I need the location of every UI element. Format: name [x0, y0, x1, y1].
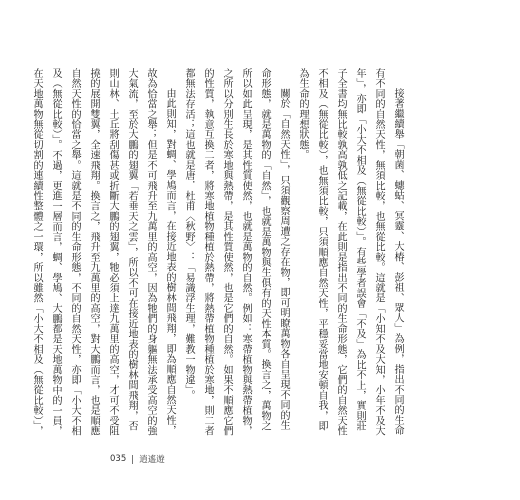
- page-footer: [110, 453, 165, 465]
- vertical-text-body: [31, 68, 407, 438]
- paragraph-1: 接著繼續舉「朝菌、蟪蛄、冥靈、大椿、彭祖、眾人」為例，指出不同的生命有不同的自然天性，無須比較，也無從比較。這就是「小知不及大知，小年不及大年」，亦即「小大不相及（無從比較）」。有些學者誤會「不及」為比不上，實則莊子全書均無比較孰高孰低之記載，在此則是指出不同的生命形態，它們的自然天性不相及（無從比較），也無須比較，只須順應自然天性，平穩妥當地安頓自我，即為生命的理想狀態。: [297, 68, 403, 436]
- footer-divider: [132, 455, 133, 464]
- chapter-title: 逍遙遊: [139, 455, 165, 465]
- paragraph-2: 關於「自然天性」，只須觀察周遭之存在物，即可明瞭萬物各自呈現不同的生命形態，就是萬物的「自然」，也就是萬物與生俱有的天性本質。換言之，萬物之所以如此呈現，是其性質使然，也就是萬物的自然。例如：寒帶植物與熱帶植物，之所以分別生長於寒地與熱帶，是其性質使然，也是它們的自然。如果不順應它們的性質，執意互換二者，將寒地植物種植於熱帶，將熱帶植物種植於寒地，則二者都無法存活；這也就是唐．杜甫〈秋野〉：「易識浮生理，難教一物違」。: [183, 68, 289, 436]
- paragraph-3: 由此則知，對蜩、學鳩而言，在接近地表的樹林間飛翔，即為順應自然天性，故為恰當之舉；但是不可飛升至九萬里的高空，因為牠們的身軀無法承受高空的強大氣流，至於大鵬的翅翼「若垂天之雲」，所以不可在接近地表的樹林間飛翔，否則山林、土丘將刮傷甚或折斷大鵬的翅翼，牠必須上達九萬里的高空，才可不受阻撓的展開雙翼，全速飛翔。換言之，飛升至九萬里的高空，對大鵬而言，也是順應自然天性的恰當之舉。這就是不同的生命形態，不同的自然天性，亦即「小大不相及（無從比較）」。不過，更進一層而言，蜩、學鳩、大鵬都是天地萬物中的一員，在天地萬物無從切割的連續性整體之一環，所以雖然「小大不相及（無從比較）」，: [31, 68, 175, 437]
- page-number: 035: [110, 454, 127, 464]
